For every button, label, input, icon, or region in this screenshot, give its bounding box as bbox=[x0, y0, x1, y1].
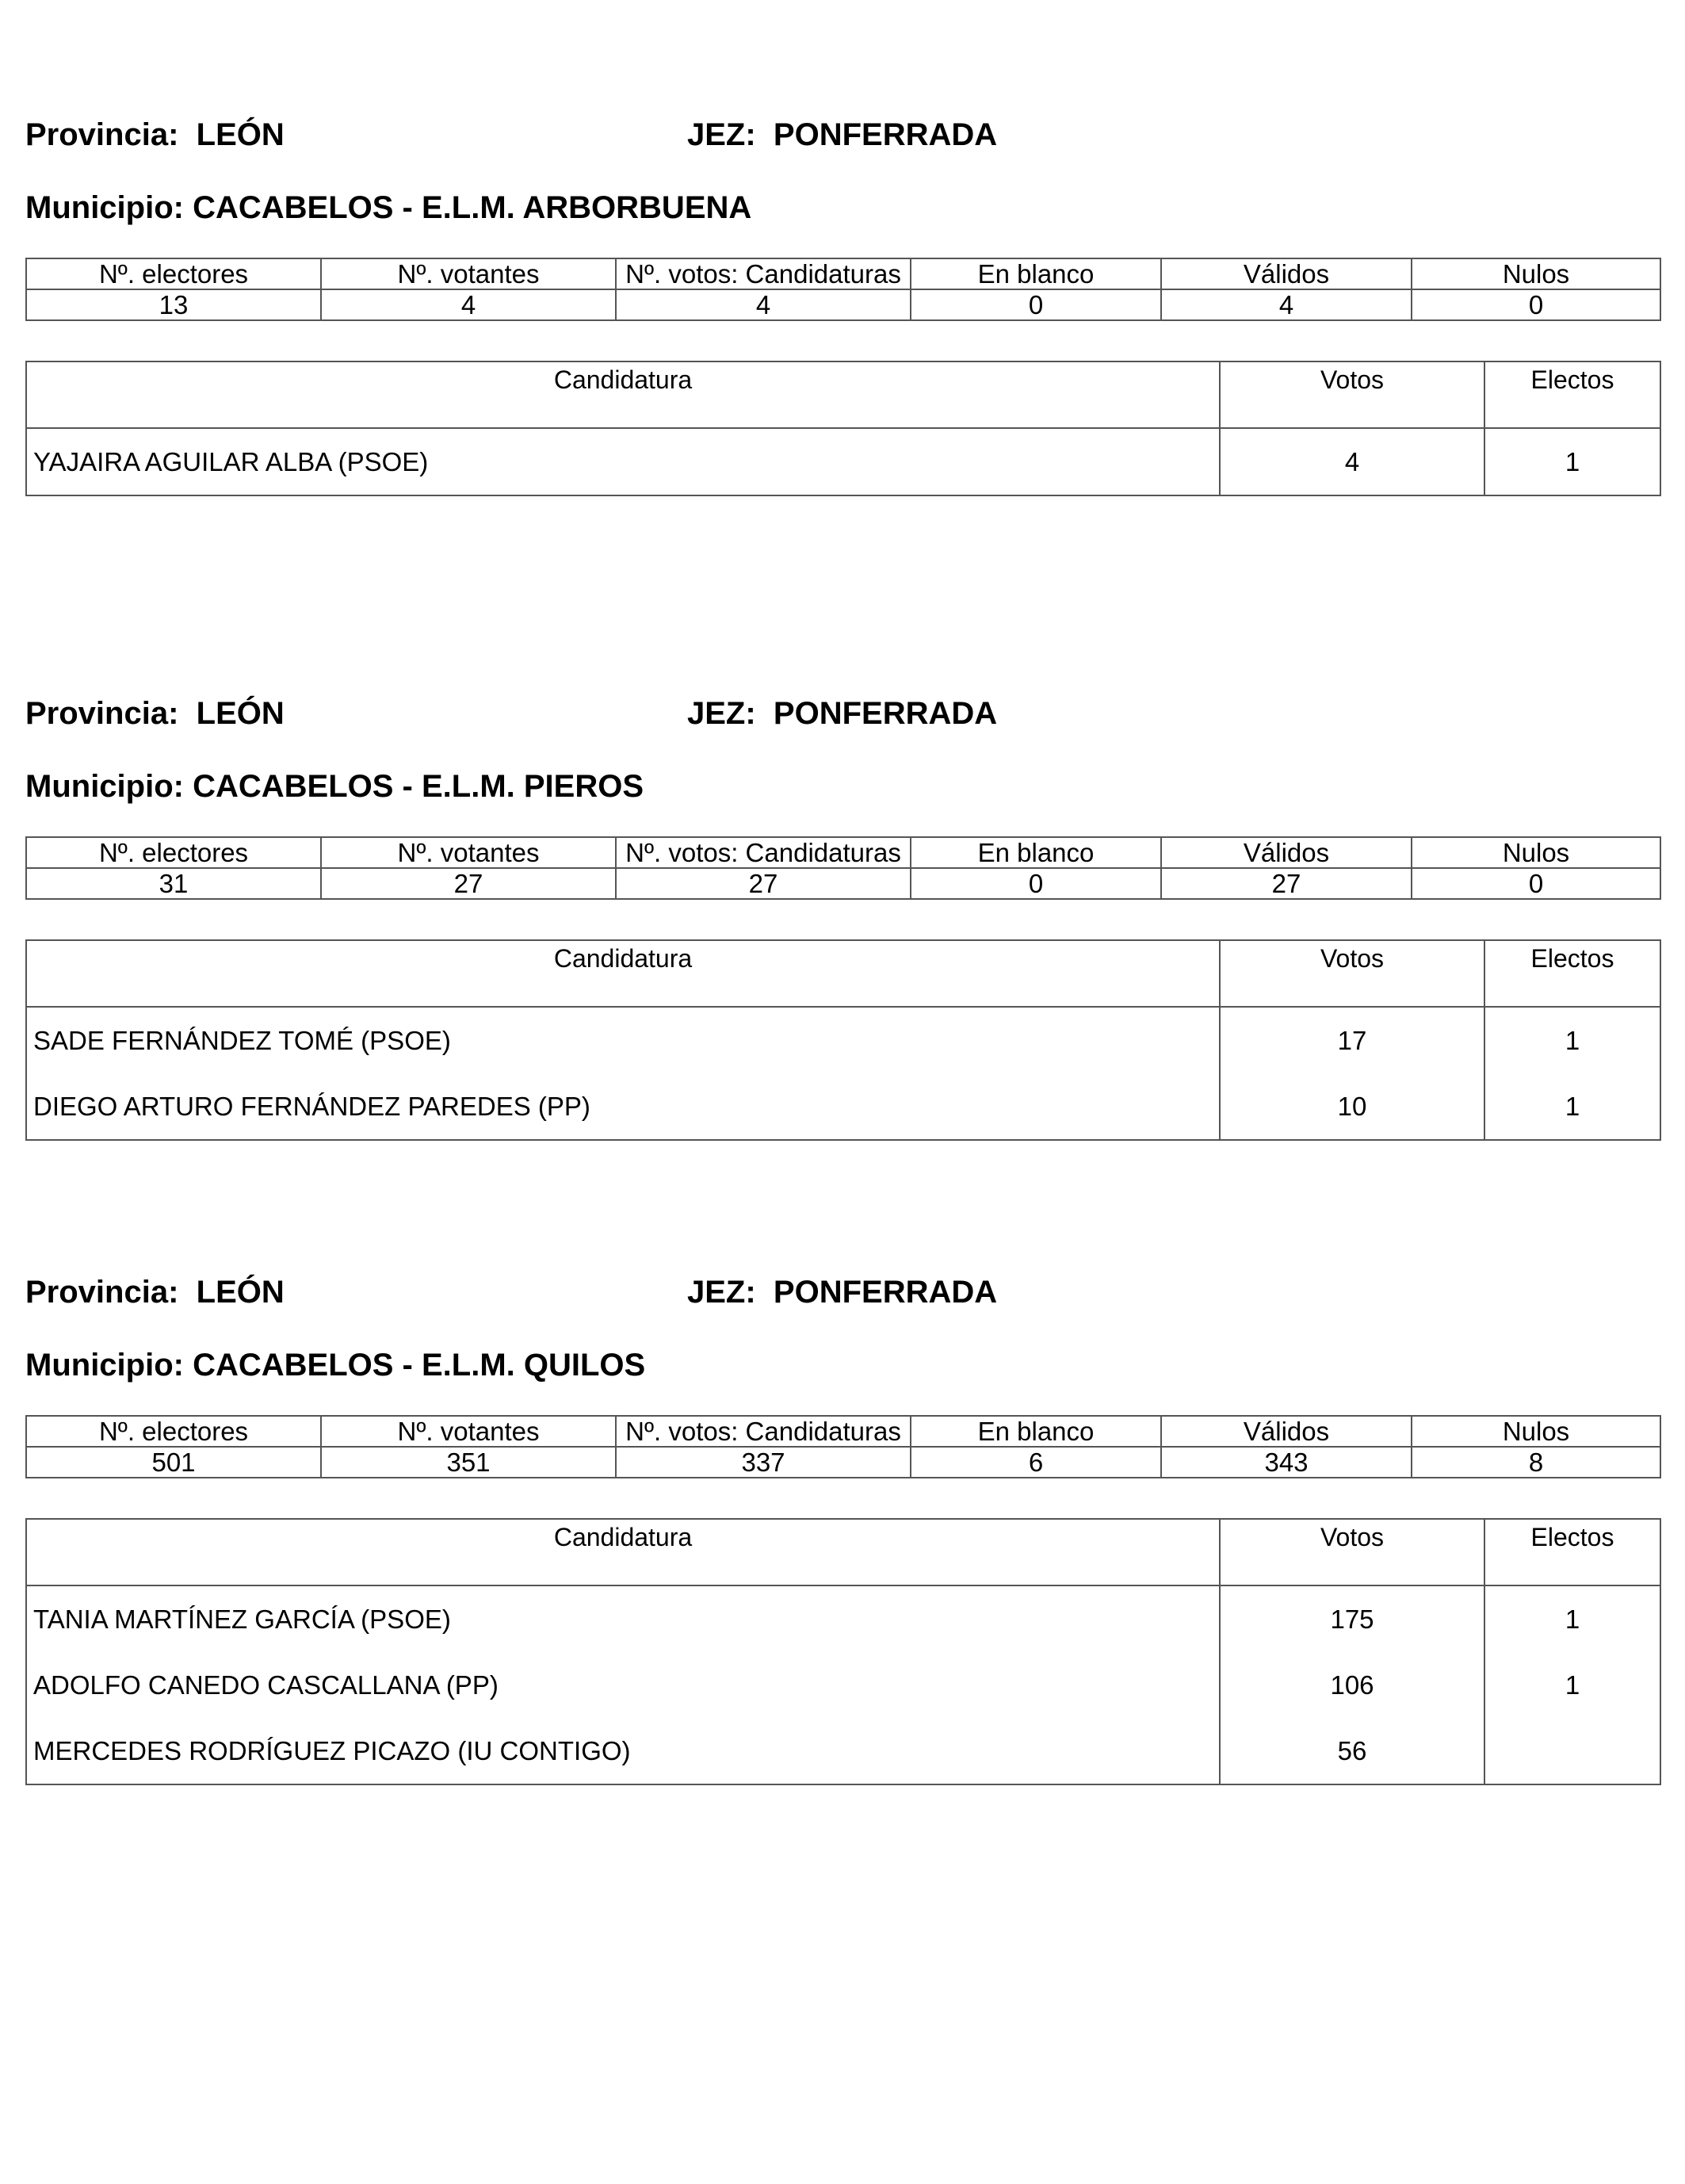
header-candidatura: Candidatura bbox=[26, 361, 1220, 428]
candidate-row bbox=[26, 428, 1660, 495]
summary-electores: 31 bbox=[26, 868, 321, 899]
header-electos: Electos bbox=[1484, 361, 1660, 428]
provincia-label: Provincia: bbox=[25, 696, 179, 731]
provincia-heading bbox=[25, 1272, 285, 1312]
summary-header-votos-candidaturas: Nº. votos: Candidaturas bbox=[616, 1416, 911, 1447]
summary-votos-candidaturas: 337 bbox=[616, 1447, 911, 1478]
jez-heading bbox=[687, 1272, 997, 1312]
candidates-table bbox=[25, 939, 1661, 1141]
municipio-heading bbox=[25, 1345, 645, 1385]
header-line bbox=[25, 694, 1660, 733]
candidate-name: DIEGO ARTURO FERNÁNDEZ PAREDES (PP) bbox=[26, 1073, 1220, 1140]
provincia-label: Provincia: bbox=[25, 1275, 179, 1310]
summary-header-electores: Nº. electores bbox=[26, 837, 321, 868]
candidate-electos: 1 bbox=[1484, 1652, 1660, 1718]
header-votos: Votos bbox=[1220, 940, 1484, 1007]
summary-en-blanco: 0 bbox=[911, 868, 1161, 899]
jez-value: PONFERRADA bbox=[773, 696, 998, 731]
municipio-heading bbox=[25, 188, 751, 228]
municipio-value: CACABELOS - E.L.M. PIEROS bbox=[193, 769, 644, 804]
candidate-votos: 106 bbox=[1220, 1652, 1484, 1718]
jez-value: PONFERRADA bbox=[773, 117, 998, 152]
provincia-label: Provincia: bbox=[25, 117, 179, 152]
provincia-value: LEÓN bbox=[196, 696, 285, 731]
candidates-table bbox=[25, 361, 1661, 496]
summary-header-votantes: Nº. votantes bbox=[321, 258, 616, 289]
summary-votos-candidaturas: 4 bbox=[616, 289, 911, 320]
summary-value-row bbox=[26, 868, 1660, 899]
summary-header-votos-candidaturas: Nº. votos: Candidaturas bbox=[616, 258, 911, 289]
jez-label: JEZ: bbox=[687, 117, 756, 152]
summary-en-blanco: 0 bbox=[911, 289, 1161, 320]
municipio-value: CACABELOS - E.L.M. QUILOS bbox=[193, 1348, 646, 1383]
header-candidatura: Candidatura bbox=[26, 1519, 1220, 1585]
summary-header-validos: Válidos bbox=[1161, 837, 1412, 868]
summary-table bbox=[25, 258, 1661, 321]
municipio-label: Municipio: bbox=[25, 1348, 184, 1383]
candidate-name: SADE FERNÁNDEZ TOMÉ (PSOE) bbox=[26, 1007, 1220, 1073]
summary-electores: 13 bbox=[26, 289, 321, 320]
summary-header-en-blanco: En blanco bbox=[911, 258, 1161, 289]
header-votos: Votos bbox=[1220, 1519, 1484, 1585]
summary-electores: 501 bbox=[26, 1447, 321, 1478]
summary-header-validos: Válidos bbox=[1161, 1416, 1412, 1447]
header-line bbox=[25, 115, 1660, 155]
summary-header-row bbox=[26, 258, 1660, 289]
summary-header-row bbox=[26, 837, 1660, 868]
municipio-heading bbox=[25, 767, 644, 806]
summary-nulos: 0 bbox=[1412, 868, 1660, 899]
header-votos: Votos bbox=[1220, 361, 1484, 428]
header-candidatura: Candidatura bbox=[26, 940, 1220, 1007]
summary-votantes: 351 bbox=[321, 1447, 616, 1478]
jez-heading bbox=[687, 115, 997, 155]
summary-validos: 27 bbox=[1161, 868, 1412, 899]
summary-header-votantes: Nº. votantes bbox=[321, 837, 616, 868]
summary-table bbox=[25, 1415, 1661, 1478]
summary-header-votantes: Nº. votantes bbox=[321, 1416, 616, 1447]
candidate-votos: 17 bbox=[1220, 1007, 1484, 1073]
candidate-row bbox=[26, 1652, 1660, 1718]
provincia-heading bbox=[25, 694, 285, 733]
summary-votantes: 27 bbox=[321, 868, 616, 899]
candidate-name: TANIA MARTÍNEZ GARCÍA (PSOE) bbox=[26, 1585, 1220, 1652]
candidates-header-row bbox=[26, 940, 1660, 1007]
jez-label: JEZ: bbox=[687, 1275, 756, 1310]
candidate-row bbox=[26, 1007, 1660, 1073]
candidates-table bbox=[25, 1518, 1661, 1785]
candidate-row bbox=[26, 1718, 1660, 1784]
provincia-value: LEÓN bbox=[196, 117, 285, 152]
summary-table bbox=[25, 836, 1661, 900]
candidate-votos: 4 bbox=[1220, 428, 1484, 495]
candidate-electos: 1 bbox=[1484, 428, 1660, 495]
candidate-votos: 175 bbox=[1220, 1585, 1484, 1652]
candidate-electos bbox=[1484, 1718, 1660, 1784]
summary-header-nulos: Nulos bbox=[1412, 1416, 1660, 1447]
candidate-votos: 10 bbox=[1220, 1073, 1484, 1140]
results-section-quilos bbox=[25, 1272, 1660, 1765]
summary-votantes: 4 bbox=[321, 289, 616, 320]
municipio-label: Municipio: bbox=[25, 769, 184, 804]
summary-en-blanco: 6 bbox=[911, 1447, 1161, 1478]
jez-value: PONFERRADA bbox=[773, 1275, 998, 1310]
candidate-row bbox=[26, 1585, 1660, 1652]
provincia-value: LEÓN bbox=[196, 1275, 285, 1310]
header-electos: Electos bbox=[1484, 940, 1660, 1007]
header-electos: Electos bbox=[1484, 1519, 1660, 1585]
summary-header-electores: Nº. electores bbox=[26, 1416, 321, 1447]
summary-validos: 4 bbox=[1161, 289, 1412, 320]
summary-nulos: 0 bbox=[1412, 289, 1660, 320]
summary-header-votos-candidaturas: Nº. votos: Candidaturas bbox=[616, 837, 911, 868]
municipio-value: CACABELOS - E.L.M. ARBORBUENA bbox=[193, 190, 752, 225]
results-section-pieros bbox=[25, 694, 1660, 1121]
candidates-header-row bbox=[26, 1519, 1660, 1585]
summary-header-nulos: Nulos bbox=[1412, 258, 1660, 289]
candidate-name: YAJAIRA AGUILAR ALBA (PSOE) bbox=[26, 428, 1220, 495]
candidate-row bbox=[26, 1073, 1660, 1140]
header-line bbox=[25, 1272, 1660, 1312]
summary-value-row bbox=[26, 1447, 1660, 1478]
summary-validos: 343 bbox=[1161, 1447, 1412, 1478]
candidate-electos: 1 bbox=[1484, 1073, 1660, 1140]
candidate-votos: 56 bbox=[1220, 1718, 1484, 1784]
summary-nulos: 8 bbox=[1412, 1447, 1660, 1478]
candidate-electos: 1 bbox=[1484, 1585, 1660, 1652]
candidates-header-row bbox=[26, 361, 1660, 428]
summary-header-row bbox=[26, 1416, 1660, 1447]
summary-header-en-blanco: En blanco bbox=[911, 837, 1161, 868]
candidate-name: ADOLFO CANEDO CASCALLANA (PP) bbox=[26, 1652, 1220, 1718]
results-section-arborbuena bbox=[25, 115, 1660, 476]
candidate-name: MERCEDES RODRÍGUEZ PICAZO (IU CONTIGO) bbox=[26, 1718, 1220, 1784]
jez-heading bbox=[687, 694, 997, 733]
candidate-electos: 1 bbox=[1484, 1007, 1660, 1073]
summary-header-electores: Nº. electores bbox=[26, 258, 321, 289]
summary-header-nulos: Nulos bbox=[1412, 837, 1660, 868]
summary-value-row bbox=[26, 289, 1660, 320]
municipio-label: Municipio: bbox=[25, 190, 184, 225]
summary-header-en-blanco: En blanco bbox=[911, 1416, 1161, 1447]
jez-label: JEZ: bbox=[687, 696, 756, 731]
summary-header-validos: Válidos bbox=[1161, 258, 1412, 289]
summary-votos-candidaturas: 27 bbox=[616, 868, 911, 899]
provincia-heading bbox=[25, 115, 285, 155]
